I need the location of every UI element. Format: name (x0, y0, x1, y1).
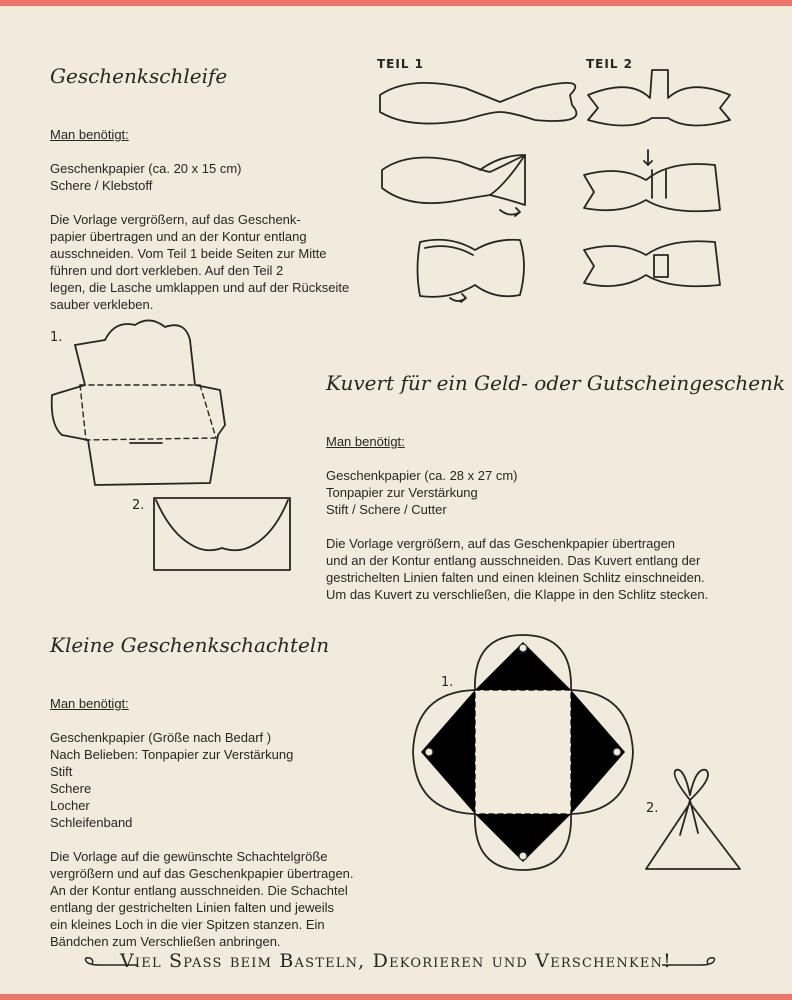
envelope-outline (52, 340, 225, 485)
envelope-instructions: Die Vorlage vergrößern, auf das Geschenkpapier übertragen und an der Kontur entlang ausschneiden. Das Kuvert entlang der gestrichelten Linien falten und einen kleinen Schlitz einschneiden. Um das Kuvert zu verschließen, die Klappe in den Schlitz stecken. (326, 536, 709, 602)
envelope-fold-line (80, 385, 86, 440)
envelope-closed-diagram (150, 492, 295, 577)
box-template-diagram (405, 630, 645, 875)
ribbon-tails (680, 800, 698, 835)
teil1-bow-shape (418, 240, 525, 297)
arrow-icon (644, 150, 652, 165)
section-title-boxes: Kleine Geschenkschachteln (50, 633, 330, 657)
boxes-needs-label: Man benötigt: (50, 696, 129, 711)
teil2-knot (654, 255, 668, 277)
boxes-instructions: Die Vorlage auf die gewünschte Schachtelgröße vergrößern und auf das Geschenkpapier übertragen. An der Kontur entlang ausschneiden. Die Schachtel entlang der gestrichelten Linien falten und jeweils ein kleines Loch in die vier Spitzen stanzen. Ein Bändchen zum Verschließen anbringen. (50, 849, 354, 949)
box-step-2: 2. (646, 801, 659, 816)
envelope-template-diagram (50, 315, 230, 495)
bow-instructions: Die Vorlage vergrößern, auf das Geschenk- papier übertragen und an der Kontur entlang ausschneiden. Vom Teil 1 beide Seiten zur Mitte führen und dort verkleben. Auf den Teil 2 legen, die Lasche umklappen und auf der Rückseite sauber verkleben. (50, 212, 350, 312)
envelope-materials: Geschenkpapier (ca. 28 x 27 cm) Tonpapier zur Verstärkung Stift / Schere / Cutter (326, 468, 518, 517)
teil1-flat-shape (380, 83, 576, 124)
teil2-flat-shape (588, 70, 730, 126)
envelope-scalloped-flap (105, 320, 190, 340)
envelope-closed-flap (156, 500, 288, 550)
envelope-step-2: 2. (132, 498, 145, 513)
punch-hole (425, 748, 433, 756)
punch-hole (519, 644, 527, 652)
punch-hole (613, 748, 621, 756)
box-base-fold-lines (475, 690, 571, 814)
envelope-fold-line (85, 438, 215, 440)
boxes-materials: Geschenkpapier (Größe nach Bedarf ) Nach Belieben: Tonpapier zur Verstärkung Stift Schere Locher Schleifenband (50, 730, 294, 830)
bow-needs-label: Man benötigt: (50, 127, 129, 142)
section-title-bow: Geschenkschleife (50, 64, 228, 88)
top-border-band (0, 0, 792, 6)
bow-text (50, 109, 380, 330)
teil1-fold-curve (480, 155, 525, 195)
envelope-needs-label: Man benötigt: (326, 434, 405, 449)
envelope-step-1: 1. (50, 330, 63, 345)
boxes-text (50, 678, 390, 967)
teil1-bow-inner (425, 246, 473, 255)
envelope-edge (75, 340, 105, 345)
punch-hole (519, 852, 527, 860)
footer-message: Viel Spass beim Basteln, Dekorieren und Verschenken! (120, 950, 672, 972)
teil-1-label: TEIL 1 (377, 57, 425, 71)
decorative-swirl-right (660, 957, 720, 973)
teil1-half-folded-shape (382, 155, 525, 205)
finished-box-diagram (640, 765, 750, 880)
bow-diagram (370, 70, 760, 310)
section-title-envelope: Kuvert für ein Geld- oder Gutscheingeschenk (326, 371, 786, 395)
envelope-fold-line (200, 385, 216, 438)
arrow-icon (500, 208, 520, 216)
bow-materials: Geschenkpapier (ca. 20 x 15 cm) Schere / Klebstoff (50, 161, 242, 193)
teil2-finished-shape (584, 241, 720, 286)
envelope-text (326, 416, 776, 620)
ribbon-bow (675, 770, 708, 800)
bottom-border-band (0, 994, 792, 1000)
envelope-body (154, 498, 290, 570)
teil-2-label: TEIL 2 (586, 57, 634, 71)
box-step-1: 1. (441, 675, 454, 690)
